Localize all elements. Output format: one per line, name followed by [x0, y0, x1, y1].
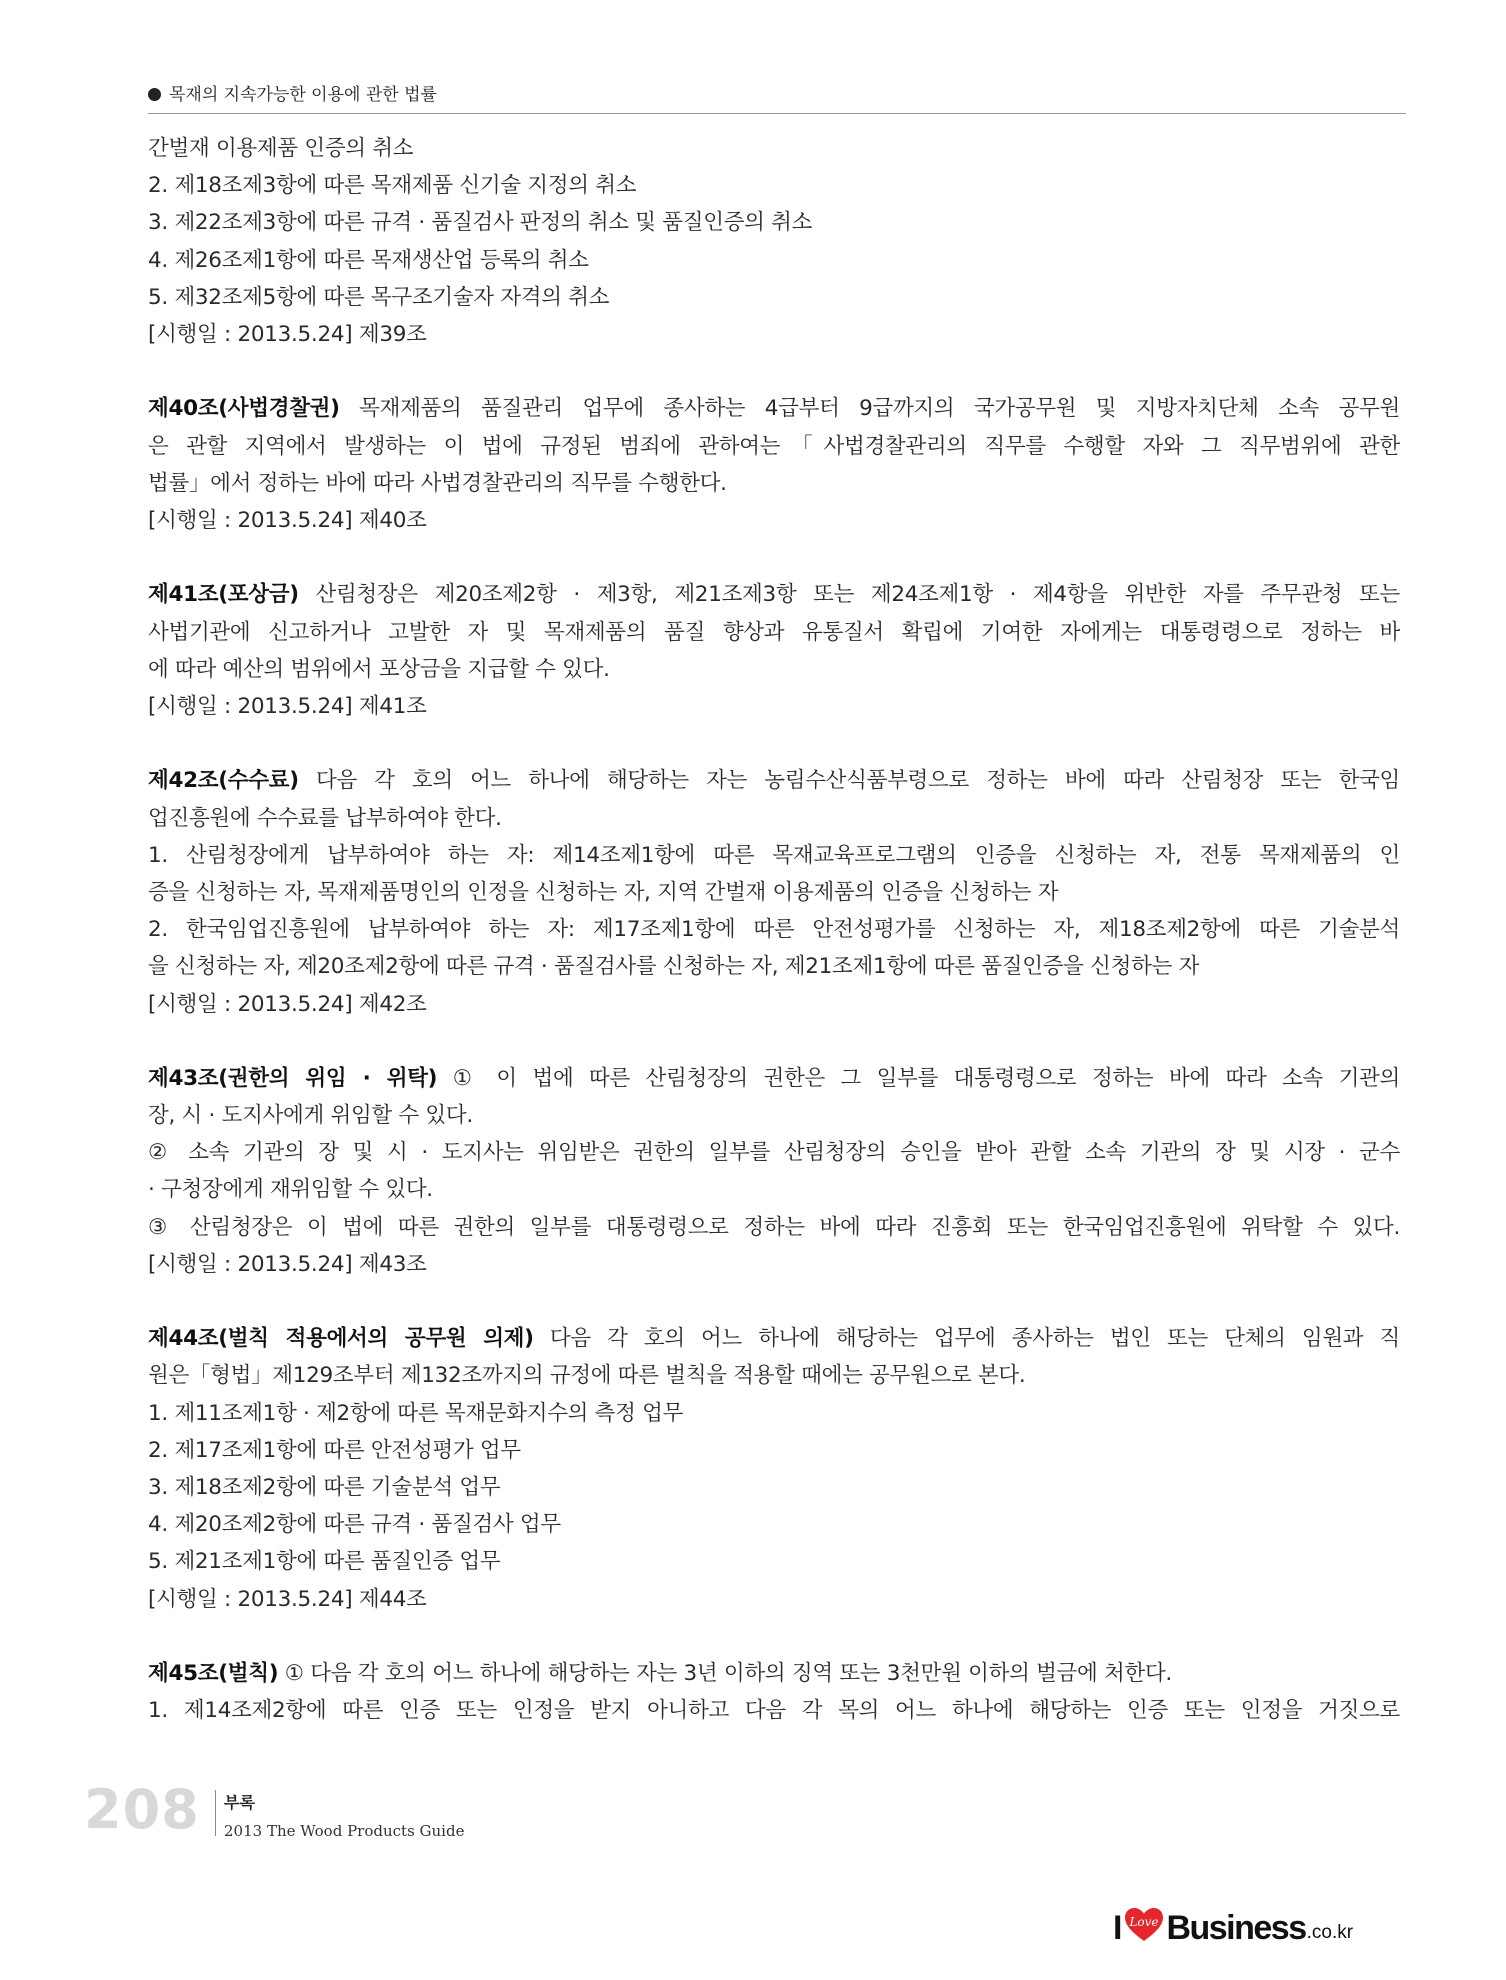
line-text: 간벌재 이용제품 인증의 취소: [148, 136, 414, 161]
line-text: 법률」에서 정하는 바에 따라 사법경찰관리의 직무를 수행한다.: [148, 470, 727, 496]
paragraph-gap: [148, 725, 1400, 762]
article-title: 제41조(포상금): [148, 582, 299, 608]
line-text: 3. 제18조제2항에 따른 기술분석 업무: [148, 1475, 501, 1501]
line-text: 1. 제11조제1항 · 제2항에 따른 목재문화지수의 측정 업무: [148, 1400, 684, 1426]
text-line: [148, 1692, 1400, 1729]
line-text: 5. 제32조제5항에 따른 목구조기술자 자격의 취소: [148, 284, 610, 310]
law-text-body: [148, 130, 1400, 1729]
brand-name: Business: [1166, 1909, 1306, 1947]
line-text: 증을 신청하는 자, 목재제품명인의 인정을 신청하는 자, 지역 간벌재 이용제품의 인증을 신청하는 자: [148, 879, 1059, 905]
text-line: [148, 948, 1400, 985]
text-line: [148, 874, 1400, 911]
line-text: 에 따라 예산의 범위에서 포상금을 지급할 수 있다.: [148, 656, 610, 682]
text-line: [148, 1060, 1400, 1097]
footer-divider: [215, 1790, 216, 1836]
line-text: 사법기관에 신고하거나 고발한 자 및 목재제품의 품질 향상과 유통질서 확립에 기여한 자에게는 대통령령으로 정하는 바: [148, 619, 1400, 645]
line-text: [시행일 : 2013.5.24] 제42조: [148, 991, 427, 1017]
text-line: [148, 1209, 1400, 1246]
line-text: 산림청장은 제20조제2항 · 제3항, 제21조제3항 또는 제24조제1항 · 제4항을 위반한 자를 주무관청 또는: [298, 582, 1400, 608]
line-text: [시행일 : 2013.5.24] 제44조: [148, 1586, 427, 1612]
text-line: [148, 1134, 1400, 1171]
text-line: [148, 242, 1400, 279]
line-text: 5. 제21조제1항에 따른 품질인증 업무: [148, 1549, 501, 1575]
header-divider: [148, 113, 1406, 114]
article-title: 제42조(수수료): [148, 768, 299, 794]
line-text: [시행일 : 2013.5.24] 제39조: [148, 322, 427, 348]
text-line: [148, 428, 1400, 465]
text-line: [148, 204, 1400, 241]
text-line: [148, 1506, 1400, 1543]
line-text: 을 신청하는 자, 제20조제2항에 따른 규격 · 품질검사를 신청하는 자, 제21조제1항에 따른 품질인증을 신청하는 자: [148, 954, 1200, 980]
text-line: [148, 1246, 1400, 1283]
text-line: [148, 1655, 1400, 1692]
line-text: [시행일 : 2013.5.24] 제40조: [148, 507, 427, 533]
footer-guide-title: 2013 The Wood Products Guide: [224, 1822, 465, 1840]
running-header: [148, 80, 1406, 105]
text-line: [148, 167, 1400, 204]
text-line: [148, 390, 1400, 427]
text-line: [148, 279, 1400, 316]
text-line: [148, 1357, 1400, 1394]
line-text: ③ 산림청장은 이 법에 따른 권한의 일부를 대통령령으로 정하는 바에 따라 진흥회 또는 한국임업진흥원에 위탁할 수 있다.: [148, 1214, 1400, 1240]
text-line: [148, 651, 1400, 688]
line-text: 4. 제26조제1항에 따른 목재생산업 등록의 취소: [148, 247, 589, 273]
text-line: [148, 465, 1400, 502]
paragraph-gap: [148, 1618, 1400, 1655]
running-header-title: 목재의 지속가능한 이용에 관한 법률: [169, 85, 437, 105]
paragraph-gap: [148, 539, 1400, 576]
line-text: 목재제품의 품질관리 업무에 종사하는 4급부터 9급까지의 국가공무원 및 지방자치단체 소속 공무원: [339, 396, 1400, 422]
bullet-icon: [148, 88, 161, 101]
text-line: [148, 1581, 1400, 1618]
text-line: [148, 1320, 1400, 1357]
text-line: [148, 762, 1400, 799]
text-line: [148, 130, 1400, 167]
paragraph-gap: [148, 1023, 1400, 1060]
line-text: ① 다음 각 호의 어느 하나에 해당하는 자는 3년 이하의 징역 또는 3천만원 이하의 벌금에 처한다.: [278, 1661, 1172, 1687]
text-line: [148, 911, 1400, 948]
line-text: 원은「형법」제129조부터 제132조까지의 규정에 따른 벌칙을 적용할 때에는 공무원으로 본다.: [148, 1363, 1026, 1389]
text-line: [148, 1543, 1400, 1580]
article-title: 제40조(사법경찰권): [148, 396, 340, 422]
line-text: · 구청장에게 재위임할 수 있다.: [148, 1177, 433, 1203]
paragraph-gap: [148, 1283, 1400, 1320]
text-line: [148, 688, 1400, 725]
text-line: [148, 837, 1400, 874]
text-line: [148, 1469, 1400, 1506]
line-text: 1. 제14조제2항에 따른 인증 또는 인정을 받지 아니하고 다음 각 목의 어느 하나에 해당하는 인증 또는 인정을 거짓으로: [148, 1698, 1400, 1724]
text-line: [148, 1395, 1400, 1432]
text-line: [148, 502, 1400, 539]
brand-prefix: I: [1113, 1909, 1123, 1947]
text-line: [148, 1171, 1400, 1208]
text-line: [148, 614, 1400, 651]
article-title: 제44조(벌칙 적용에서의 공무원 의제): [148, 1326, 534, 1352]
line-text: 장, 시 · 도지사에게 위임할 수 있다.: [148, 1103, 473, 1129]
heart-icon: [1124, 1907, 1164, 1943]
line-text: ① 이 법에 따른 산림청장의 권한은 그 일부를 대통령령으로 정하는 바에 따라 소속 기관의: [437, 1065, 1400, 1091]
line-text: 2. 제17조제1항에 따른 안전성평가 업무: [148, 1437, 521, 1463]
paragraph-gap: [148, 353, 1400, 390]
text-line: [148, 986, 1400, 1023]
line-text: 4. 제20조제2항에 따른 규격 · 품질검사 업무: [148, 1512, 561, 1538]
footer-section: 부록: [224, 1793, 255, 1812]
line-text: 은 관할 지역에서 발생하는 이 법에 규정된 범죄에 관하여는「사법경찰관리의 직무를 수행할 자와 그 직무범위에 관한: [148, 433, 1400, 459]
line-text: 다음 각 호의 어느 하나에 해당하는 업무에 종사하는 법인 또는 단체의 임원과 직: [533, 1326, 1400, 1352]
brand-tld: .co.kr: [1306, 1922, 1354, 1943]
brand-heart-word: Love: [1129, 1915, 1159, 1929]
line-text: 업진흥원에 수수료를 납부하여야 한다.: [148, 805, 502, 831]
text-line: [148, 1097, 1400, 1134]
page-number: 208: [84, 1778, 200, 1841]
line-text: [시행일 : 2013.5.24] 제41조: [148, 693, 427, 719]
text-line: [148, 316, 1400, 353]
text-line: [148, 1432, 1400, 1469]
text-line: [148, 800, 1400, 837]
line-text: 1. 산림청장에게 납부하여야 하는 자: 제14조제1항에 따른 목재교육프로그램의 인증을 신청하는 자, 전통 목재제품의 인: [148, 842, 1400, 868]
line-text: 2. 제18조제3항에 따른 목재제품 신기술 지정의 취소: [148, 173, 637, 199]
line-text: 3. 제22조제3항에 따른 규격 · 품질검사 판정의 취소 및 품질인증의 취소: [148, 210, 813, 236]
brand-logo: [1113, 1905, 1353, 1945]
text-line: [148, 576, 1400, 613]
line-text: [시행일 : 2013.5.24] 제43조: [148, 1251, 427, 1277]
line-text: ② 소속 기관의 장 및 시 · 도지사는 위임받은 권한의 일부를 산림청장의 승인을 받아 관할 소속 기관의 장 및 시장 · 군수: [148, 1140, 1400, 1166]
article-title: 제45조(벌칙): [148, 1661, 279, 1687]
article-title: 제43조(권한의 위임 · 위탁): [148, 1065, 438, 1091]
line-text: 다음 각 호의 어느 하나에 해당하는 자는 농림수산식품부령으로 정하는 바에 따라 산림청장 또는 한국임: [298, 768, 1400, 794]
line-text: 2. 한국임업진흥원에 납부하여야 하는 자: 제17조제1항에 따른 안전성평가를 신청하는 자, 제18조제2항에 따른 기술분석: [148, 917, 1400, 943]
